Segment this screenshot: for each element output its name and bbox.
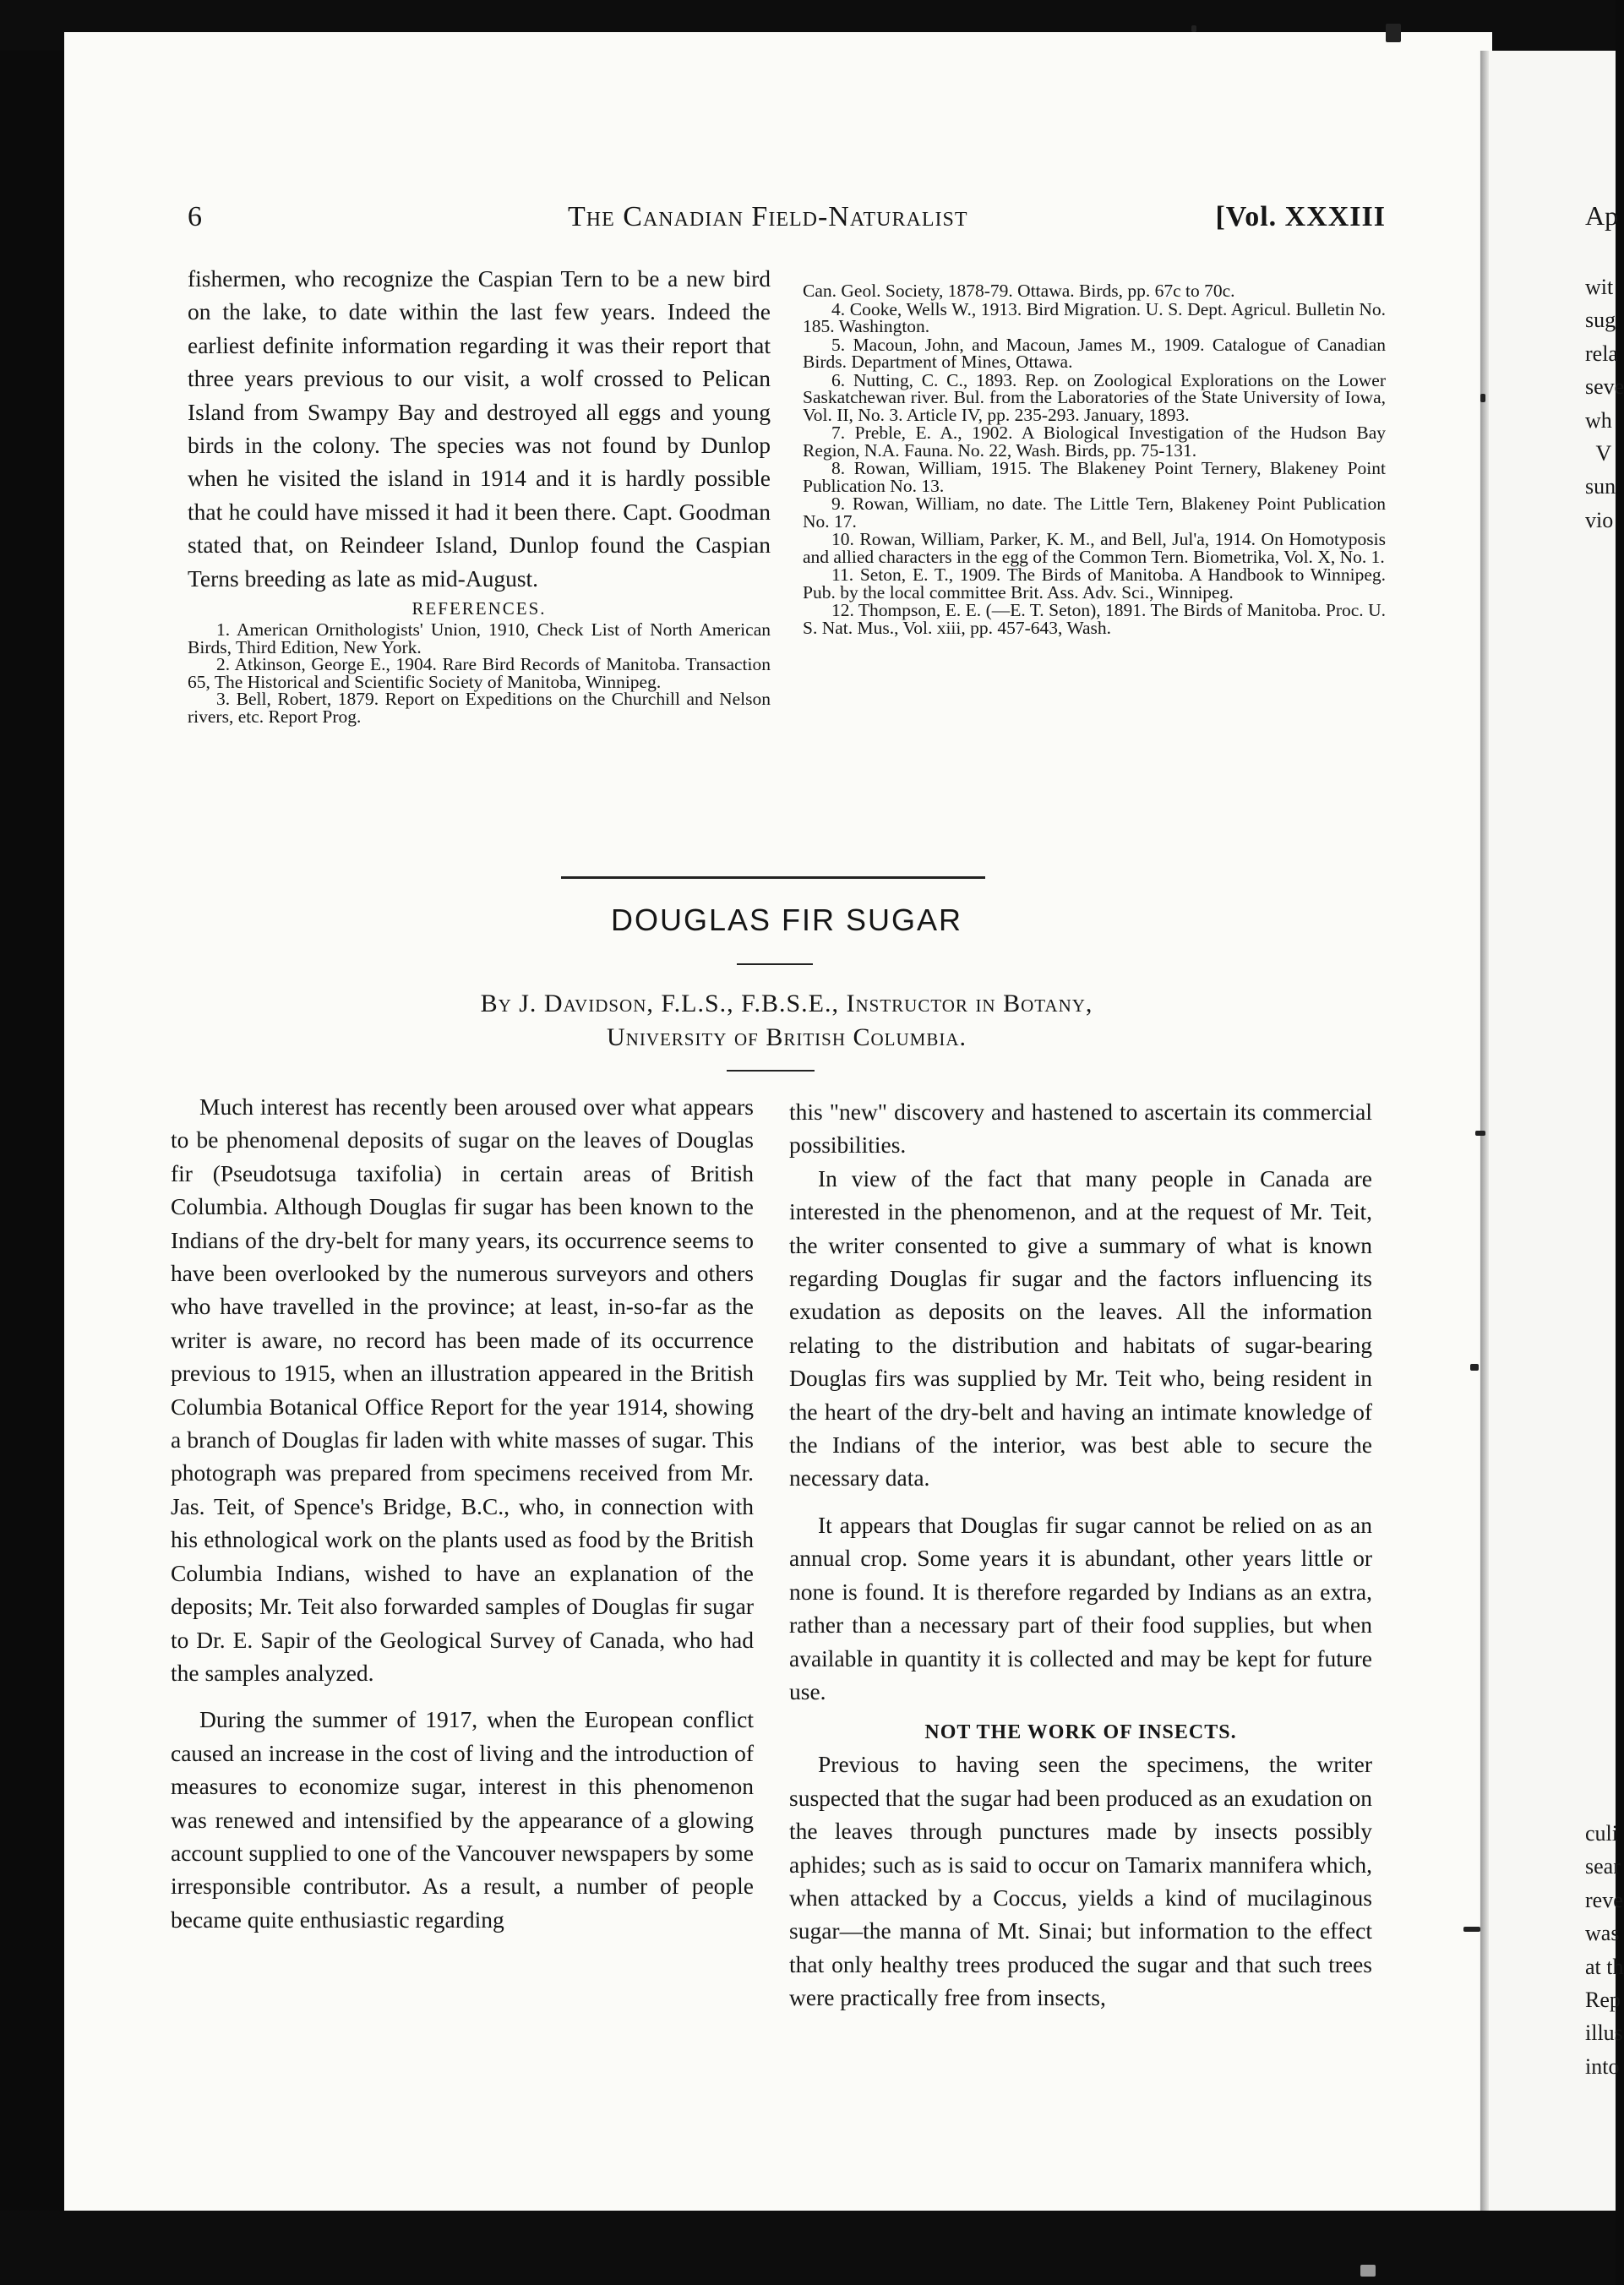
section-divider-rule bbox=[561, 876, 985, 879]
left-top-column bbox=[188, 262, 771, 725]
article-left-column bbox=[171, 1090, 754, 1936]
byline-institution: University of British Columbia. bbox=[606, 1023, 967, 1051]
caspian-tern-paragraph: fishermen, who recognize the Caspian Tern to be a new bird on the lake, to date within the last few years. Indeed the earliest definite information regarding it was their report that three years previous to our visit, a wolf crossed to Pelican Island from Swampy Bay and destroyed all eggs and young birds in the colony. The species was not found by Dunlop when he visited the island in 1914 and it is hardly possible that he could have missed it had it been there. Capt. Goodman stated that, on Reindeer Island, Dunlop found the Caspian Terns breeding as late as mid-August. bbox=[188, 265, 771, 592]
article-byline bbox=[188, 987, 1386, 1055]
references-heading: REFERENCES. bbox=[411, 598, 547, 619]
article-paragraph-3: In view of the fact that many people in Canada are interested in the phenomenon, and at the request of Mr. Teit, the writer consented to give a summary of what is known regarding Douglas fir sugar and the factors influencing its exudation as deposits on the leaves. All the information relating to the distribution and habitats of sugar-bearing Douglas firs was supplied by Mr. Teit who, being resident in the heart of the dry-belt and having an intimate knowledge of the Indians of the interior, was best able to secure the necessary data. bbox=[789, 1164, 1372, 1492]
byline-author: By J. Davidson, F.L.S., F.B.S.E., Instructor in Botany, bbox=[480, 990, 1093, 1017]
byline-underline-rule bbox=[727, 1070, 815, 1072]
reference-3: 3. Bell, Robert, 1879. Report on Expeditions on the Churchill and Nelson rivers, etc. Report Prog. bbox=[188, 689, 771, 727]
running-title: The Canadian Field-Naturalist bbox=[568, 201, 968, 232]
article-right-column bbox=[789, 1095, 1372, 2015]
facing-page-header-fragment: Ap bbox=[1585, 200, 1619, 231]
article-paragraph-5: Previous to having seen the specimens, the writer suspected that the sugar had been produced as an exudation on the leaves through punctures made by insects possibly aphides; such as is said to occur on Tamarix mannifera which, when attacked by a Coccus, yields a kind of mucilaginous sugar—the manna of Mt. Sinai; but information to the effect that only healthy trees produced the sugar and that such trees were practically free from insects, bbox=[789, 1751, 1372, 2011]
title-underline-rule bbox=[737, 963, 813, 965]
right-references-column bbox=[803, 282, 1386, 637]
facing-page-top-fragments: wit sug rela seve wh V sun vio bbox=[1585, 275, 1624, 532]
reference-12: 12. Thompson, E. E. (—E. T. Seton), 1891. The Birds of Manitoba. Proc. U. S. Nat. Mus., Vol. xiii, pp. 457-643, Wash. bbox=[803, 600, 1386, 638]
section-heading: NOT THE WORK OF INSECTS. bbox=[924, 1721, 1237, 1744]
page-number: 6 bbox=[188, 201, 202, 232]
reference-3-continued: Can. Geol. Society, 1878-79. Ottawa. Birds, pp. 67c to 70c. bbox=[803, 281, 1235, 301]
reference-5: 5. Macoun, John, and Macoun, James M., 1909. Catalogue of Canadian Birds. Department of Mines, Ottawa. bbox=[803, 334, 1386, 372]
reference-7: 7. Preble, E. A., 1902. A Biological Investigation of the Hudson Bay Region, N.A. Fauna. No. 22, Wash. Birds, pp. 75-131. bbox=[803, 423, 1386, 461]
article-paragraph-2-continued: this "new" discovery and hastened to ascertain its commercial possibilities. bbox=[789, 1099, 1372, 1159]
article-paragraph-1: Much interest has recently been aroused over what appears to be phenomenal deposits of sugar on the leaves of Douglas fir (Pseudotsuga taxifolia) in certain areas of British Columbia. Although Douglas fir sugar has been known to the Indians of the dry-belt for many years, its occurrence seems to have been overlooked by the numerous surveyors and others who have travelled in the province; at least, in-so-far as the writer is aware, no record has been made of its occurrence previous to 1915, when an illustration appeared in the British Columbia Botanical Office Report for the year 1914, showing a branch of Douglas fir laden with white masses of sugar. This photograph was prepared from specimens received from Mr. Jas. Teit, of Spence's Bridge, B.C., who, in connection with his ethnological work on the plants used as food by the British Columbia Indians, wished to have an explanation of the deposits; Mr. Teit also forwarded samples of Douglas fir sugar to Dr. E. Sapir of the Geological Survey of Canada, who had the samples analyzed. bbox=[171, 1093, 754, 1686]
reference-2: 2. Atkinson, George E., 1904. Rare Bird Records of Manitoba. Transaction 65, The Historical and Scientific Society of Manitoba, Winnipeg. bbox=[188, 654, 771, 692]
reference-10: 10. Rowan, William, Parker, K. M., and Bell, Jul'a, 1914. On Homotyposis and allied characters in the egg of the Common Tern. Biometrika, Vol. X, No. 1. bbox=[803, 529, 1386, 567]
article-paragraph-4: It appears that Douglas fir sugar cannot be relied on as an annual crop. Some years it is abundant, other years little or none is found. It is therefore regarded by Indians as an extra, rather than a necessary part of their food supplies, but when available in quantity it is collected and may be kept for future use. bbox=[789, 1511, 1372, 1704]
reference-8: 8. Rowan, William, 1915. The Blakeney Point Ternery, Blakeney Point Publication No. 13. bbox=[803, 458, 1386, 496]
article-paragraph-2: During the summer of 1917, when the European conflict caused an increase in the cost of living and the introduction of measures to economize sugar, interest in this phenomenon was renewed and intensified by the appearance of a glowing account supplied to one of the Vancouver newspapers by some irresponsible contributor. As a result, a number of people became quite enthusiastic regarding bbox=[171, 1706, 754, 1933]
reference-11: 11. Seton, E. T., 1909. The Birds of Manitoba. A Handbook to Winnipeg. Pub. by the local committee Brit. Ass. Adv. Sci., Winnipeg. bbox=[803, 564, 1386, 603]
facing-page-bottom-fragments: culi sear reve was at th Rep illus into bbox=[1585, 1821, 1624, 2079]
page-header bbox=[188, 201, 1386, 242]
reference-9: 9. Rowan, William, no date. The Little Tern, Blakeney Point Publication No. 17. bbox=[803, 494, 1386, 532]
reference-6: 6. Nutting, C. C., 1893. Rep. on Zoological Explorations on the Lower Saskatchewan river. Bul. from the Laboratories of the State University of Iowa, Vol. II, No. 3. Article IV, pp. 235-293. January, 1893. bbox=[803, 369, 1386, 425]
reference-4: 4. Cooke, Wells W., 1913. Bird Migration. U. S. Dept. Agricul. Bulletin No. 185. Washington. bbox=[803, 298, 1386, 336]
article-title: DOUGLAS FIR SUGAR bbox=[610, 903, 963, 937]
reference-1: 1. American Ornithologists' Union, 1910, Check List of North American Birds, Third Edition, New York. bbox=[188, 619, 771, 657]
volume-label: [Vol. XXXIII bbox=[1215, 201, 1386, 232]
